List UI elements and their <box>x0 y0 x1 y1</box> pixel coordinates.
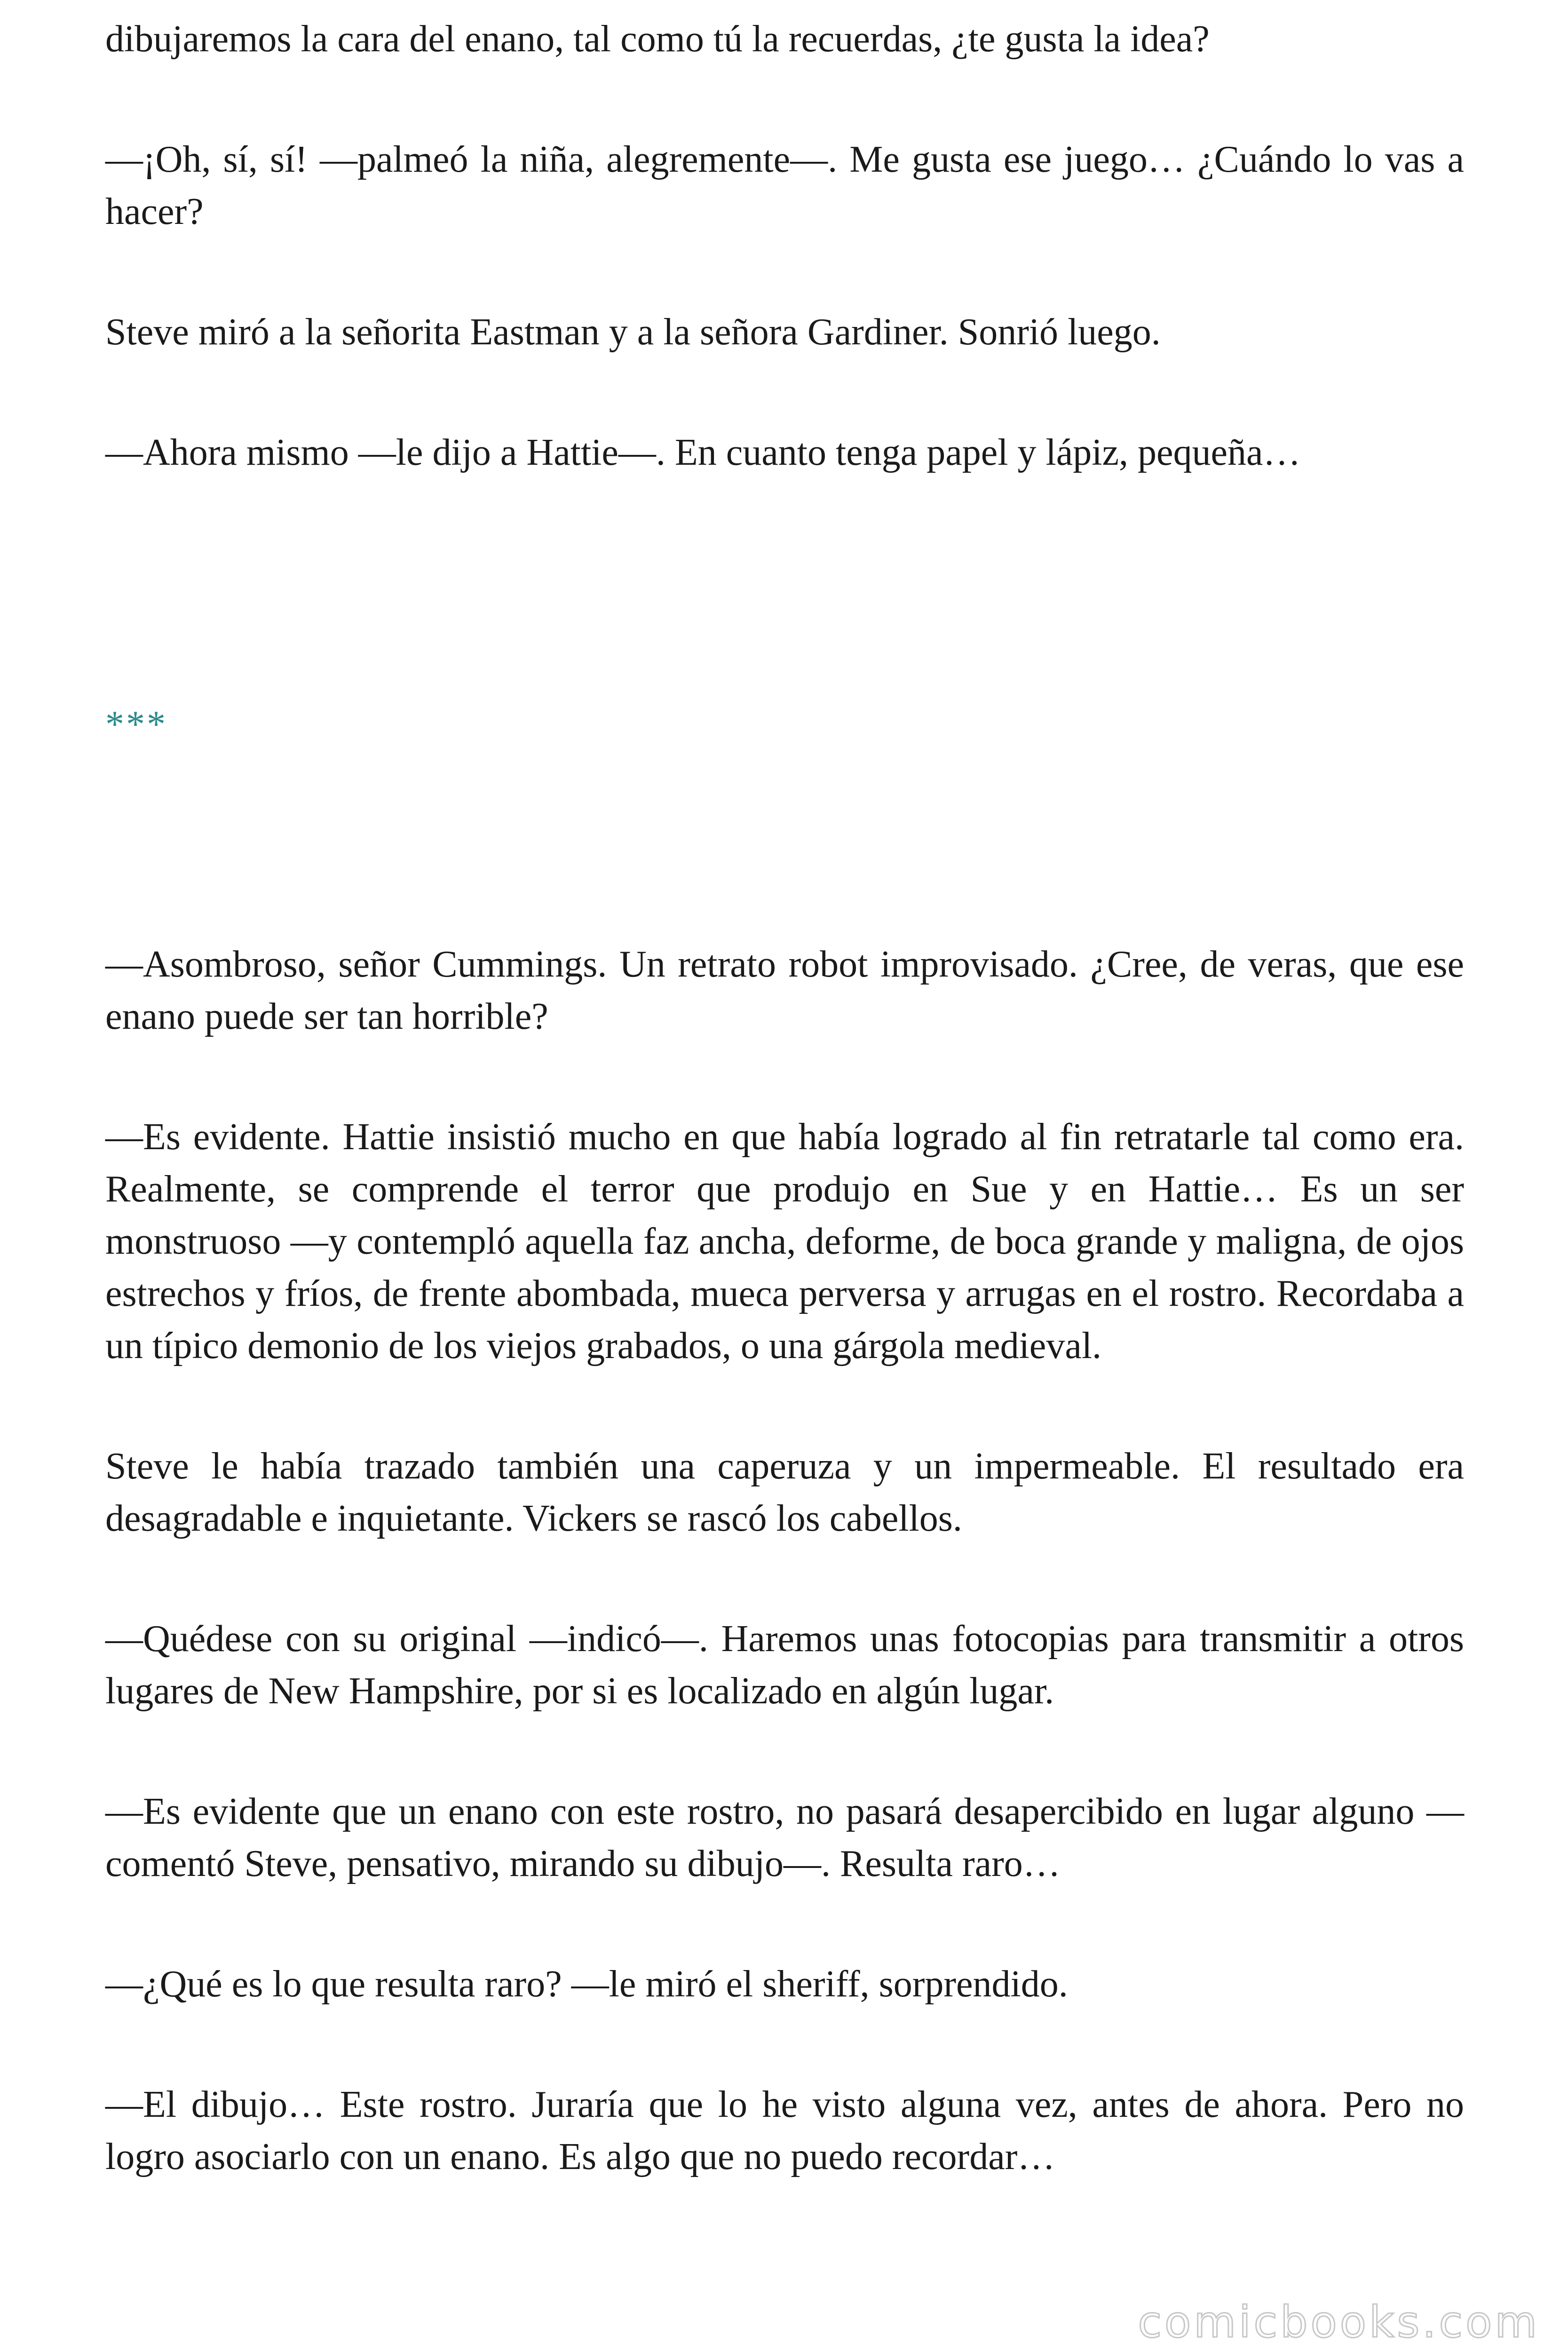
paragraph-9: —Es evidente que un enano con este rostro, no pasará desapercibido en lugar alguno —comentó Steve, pensativo, mirando su dibujo—. Resulta raro… <box>105 1791 1464 1884</box>
paragraph-3: Steve miró a la señorita Eastman y a la señora Gardiner. Sonrió luego. <box>105 311 1161 353</box>
bottom-text-block <box>105 938 1464 2183</box>
paragraph-11: —El dibujo… Este rostro. Juraría que lo he visto alguna vez, antes de ahora. Pero no logro asociarlo con un enano. Es algo que no puedo recordar… <box>105 2084 1464 2177</box>
paragraph-1: dibujaremos la cara del enano, tal como tú la recuerdas, ¿te gusta la idea? <box>105 18 1210 60</box>
paragraph-4: —Ahora mismo —le dijo a Hattie—. En cuanto tenga papel y lápiz, pequeña… <box>105 432 1301 473</box>
paragraph-6: —Es evidente. Hattie insistió mucho en que había logrado al fin retratarle tal como era. Realmente, se comprende el terror que produjo en Sue y en Hattie… Es un ser monstruoso —y contempló aquella faz ancha, deforme, de boca grande y maligna, de ojos estrechos y fríos, de frente abombada, mueca perversa y arrugas en el rostro. Recordaba a un típico demonio de los viejos grabados, o una gárgola medieval. <box>105 1116 1464 1367</box>
watermark-logo: comicbooks.com <box>1138 2297 1540 2347</box>
scene-separator: *** <box>105 704 167 745</box>
paragraph-7: Steve le había trazado también una caperuza y un impermeable. El resultado era desagradable e inquietante. Vickers se rascó los cabellos. <box>105 1446 1464 1539</box>
paragraph-8: —Quédese con su original —indicó—. Haremos unas fotocopias para transmitir a otros lugares de New Hampshire, por si es localizado en algún lugar. <box>105 1618 1464 1712</box>
paragraph-10: —¿Qué es lo que resulta raro? —le miró el sheriff, sorprendido. <box>105 1963 1068 2005</box>
paragraph-5: —Asombroso, señor Cummings. Un retrato robot improvisado. ¿Cree, de veras, que ese enano puede ser tan horrible? <box>105 944 1464 1037</box>
paragraph-2: —¡Oh, sí, sí! —palmeó la niña, alegremente—. Me gusta ese juego… ¿Cuándo lo vas a hacer? <box>105 139 1464 232</box>
top-text-block <box>105 13 1464 479</box>
